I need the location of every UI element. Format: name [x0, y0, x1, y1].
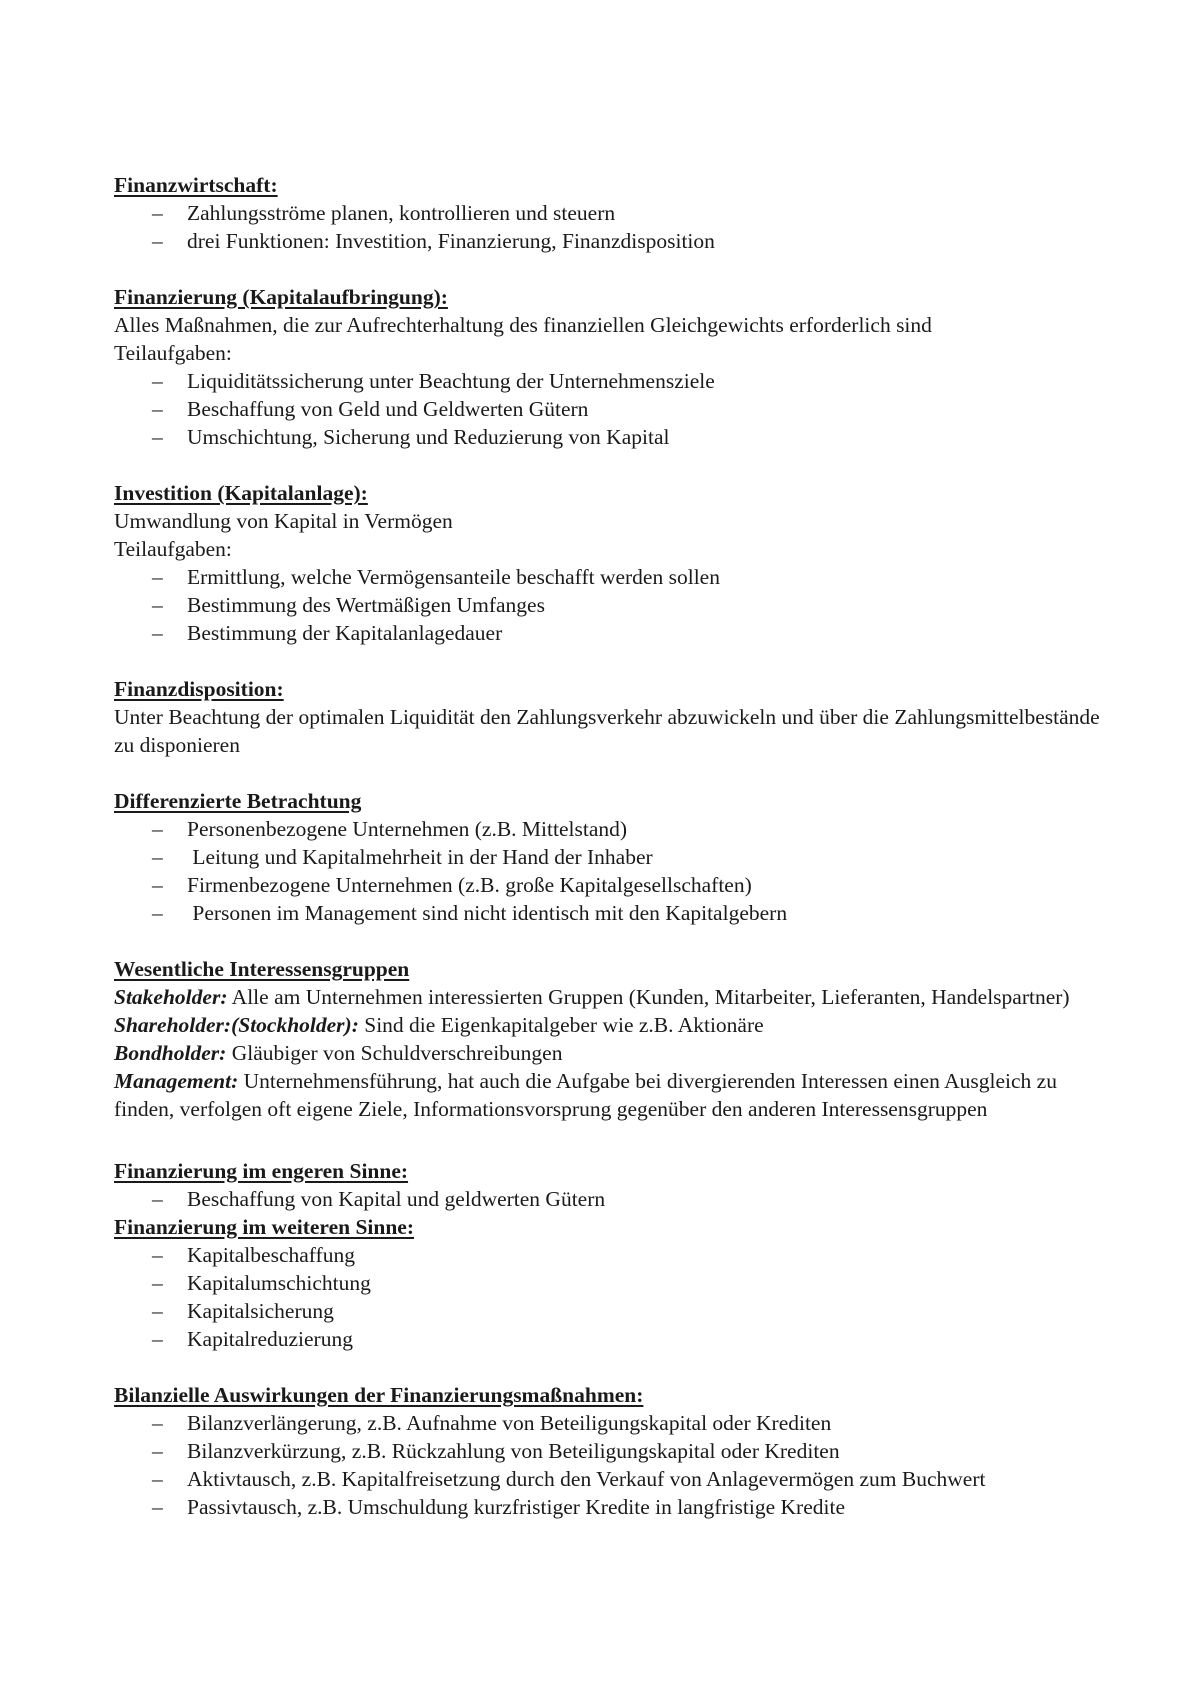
dash-bullet: –	[152, 369, 163, 393]
section-heading: Finanzwirtschaft:	[114, 173, 278, 197]
list-item	[114, 395, 1114, 423]
dash-bullet: –	[152, 1299, 163, 1323]
list-item-text: Personen im Management sind nicht identisch mit den Kapitalgebern	[187, 901, 788, 925]
section-differenzierte-betrachtung	[114, 787, 1114, 927]
list-item-text: Kapitalumschichtung	[187, 1271, 371, 1295]
list-item-text: Bestimmung der Kapitalanlagedauer	[187, 621, 503, 645]
section-heading: Differenzierte Betrachtung	[114, 789, 362, 813]
section-investition	[114, 479, 1114, 647]
section-finanzierung-engeren-sinne	[114, 1157, 1114, 1213]
list-item	[114, 563, 1114, 591]
term-label: Bondholder:	[114, 1041, 227, 1065]
list-item	[114, 815, 1114, 843]
list-item	[114, 1297, 1114, 1325]
list-item	[114, 1241, 1114, 1269]
section-bilanzielle-auswirkungen	[114, 1381, 1114, 1521]
section-sublabel: Teilaufgaben:	[114, 341, 232, 365]
dash-bullet: –	[152, 593, 163, 617]
list-item	[114, 1185, 1114, 1213]
list-item-text: Beschaffung von Geld und Geldwerten Gütern	[187, 397, 589, 421]
section-finanzierung-weiteren-sinne	[114, 1213, 1114, 1353]
term-text: Gläubiger von Schuldverschreibungen	[226, 1041, 563, 1065]
term-label: Management:	[114, 1069, 239, 1093]
dash-bullet: –	[152, 1187, 163, 1211]
list-item-text: Zahlungsströme planen, kontrollieren und steuern	[187, 201, 616, 225]
term-text: Unternehmensführung, hat auch die Aufgabe bei divergierenden Interessen einen Ausgleich zu finden, verfolgen oft eigene Ziele, Informationsvorsprung gegenüber den anderen Interessensgruppen	[114, 1069, 1057, 1121]
list-item-text: Ermittlung, welche Vermögensanteile beschafft werden sollen	[187, 565, 720, 589]
bullet-list	[114, 563, 1114, 647]
list-item	[114, 367, 1114, 395]
section-heading: Finanzierung (Kapitalaufbringung):	[114, 285, 448, 309]
list-item	[114, 1325, 1114, 1353]
dash-bullet: –	[152, 397, 163, 421]
term-text: Alle am Unternehmen interessierten Gruppen (Kunden, Mitarbeiter, Lieferanten, Handelspartner)	[227, 985, 1070, 1009]
list-item-text: Aktivtausch, z.B. Kapitalfreisetzung durch den Verkauf von Anlagevermögen zum Buchwert	[187, 1467, 986, 1491]
term-label: Stakeholder:	[114, 985, 228, 1009]
term-label: Shareholder:(Stockholder):	[114, 1013, 359, 1037]
dash-bullet: –	[152, 1411, 163, 1435]
section-finanzwirtschaft	[114, 171, 1114, 255]
dash-bullet: –	[152, 901, 163, 925]
list-item-text: Bestimmung des Wertmäßigen Umfanges	[187, 593, 545, 617]
list-item-text: Kapitalbeschaffung	[187, 1243, 355, 1267]
term-definition	[114, 983, 1114, 1011]
list-item	[114, 1493, 1114, 1521]
section-finanzdisposition	[114, 675, 1114, 759]
dash-bullet: –	[152, 1271, 163, 1295]
dash-bullet: –	[152, 845, 163, 869]
document-content	[114, 171, 1114, 1521]
bullet-list	[114, 1409, 1114, 1521]
list-item-text: Leitung und Kapitalmehrheit in der Hand der Inhaber	[187, 845, 653, 869]
dash-bullet: –	[152, 425, 163, 449]
list-item-text: Personenbezogene Unternehmen (z.B. Mittelstand)	[187, 817, 628, 841]
dash-bullet: –	[152, 817, 163, 841]
section-heading: Finanzierung im weiteren Sinne:	[114, 1215, 414, 1239]
list-item-text: Beschaffung von Kapital und geldwerten Gütern	[187, 1187, 606, 1211]
list-item	[114, 843, 1114, 871]
list-item	[114, 871, 1114, 899]
bullet-list	[114, 1241, 1114, 1353]
section-heading: Wesentliche Interessensgruppen	[114, 957, 410, 981]
list-item-text: Firmenbezogene Unternehmen (z.B. große Kapitalgesellschaften)	[187, 873, 752, 897]
section-paragraph: Alles Maßnahmen, die zur Aufrechterhaltung des finanziellen Gleichgewichts erforderlich sind	[114, 313, 932, 337]
dash-bullet: –	[152, 201, 163, 225]
bullet-list	[114, 199, 1114, 255]
section-heading: Investition (Kapitalanlage):	[114, 481, 368, 505]
dash-bullet: –	[152, 621, 163, 645]
section-heading: Finanzierung im engeren Sinne:	[114, 1159, 409, 1183]
bullet-list	[114, 1185, 1114, 1213]
list-item	[114, 899, 1114, 927]
dash-bullet: –	[152, 1243, 163, 1267]
dash-bullet: –	[152, 1439, 163, 1463]
term-definition	[114, 1039, 1114, 1067]
dash-bullet: –	[152, 1495, 163, 1519]
term-definition	[114, 1011, 1114, 1039]
section-paragraph: Umwandlung von Kapital in Vermögen	[114, 509, 453, 533]
term-definition	[114, 1067, 1114, 1123]
list-item	[114, 1437, 1114, 1465]
dash-bullet: –	[152, 873, 163, 897]
section-sublabel: Teilaufgaben:	[114, 537, 232, 561]
list-item	[114, 1409, 1114, 1437]
dash-bullet: –	[152, 1327, 163, 1351]
term-text: Sind die Eigenkapitalgeber wie z.B. Aktionäre	[358, 1013, 764, 1037]
section-heading: Finanzdisposition:	[114, 677, 284, 701]
list-item-text: Kapitalreduzierung	[187, 1327, 353, 1351]
list-item	[114, 199, 1114, 227]
section-paragraph: Unter Beachtung der optimalen Liquidität den Zahlungsverkehr abzuwickeln und über die Zahlungsmittelbestände zu disponieren	[114, 705, 1100, 757]
bullet-list	[114, 815, 1114, 927]
dash-bullet: –	[152, 565, 163, 589]
list-item	[114, 423, 1114, 451]
list-item	[114, 591, 1114, 619]
dash-bullet: –	[152, 1467, 163, 1491]
list-item	[114, 1465, 1114, 1493]
list-item-text: Bilanzverkürzung, z.B. Rückzahlung von Beteiligungskapital oder Krediten	[187, 1439, 840, 1463]
section-finanzierung	[114, 283, 1114, 451]
dash-bullet: –	[152, 229, 163, 253]
section-heading: Bilanzielle Auswirkungen der Finanzierungsmaßnahmen:	[114, 1383, 644, 1407]
list-item-text: Liquiditätssicherung unter Beachtung der Unternehmensziele	[187, 369, 715, 393]
list-item-text: drei Funktionen: Investition, Finanzierung, Finanzdisposition	[187, 229, 715, 253]
list-item	[114, 1269, 1114, 1297]
bullet-list	[114, 367, 1114, 451]
list-item-text: Passivtausch, z.B. Umschuldung kurzfristiger Kredite in langfristige Kredite	[187, 1495, 845, 1519]
section-interessensgruppen	[114, 955, 1114, 1123]
list-item-text: Umschichtung, Sicherung und Reduzierung von Kapital	[187, 425, 670, 449]
list-item-text: Bilanzverlängerung, z.B. Aufnahme von Beteiligungskapital oder Krediten	[187, 1411, 832, 1435]
list-item	[114, 619, 1114, 647]
list-item	[114, 227, 1114, 255]
list-item-text: Kapitalsicherung	[187, 1299, 334, 1323]
